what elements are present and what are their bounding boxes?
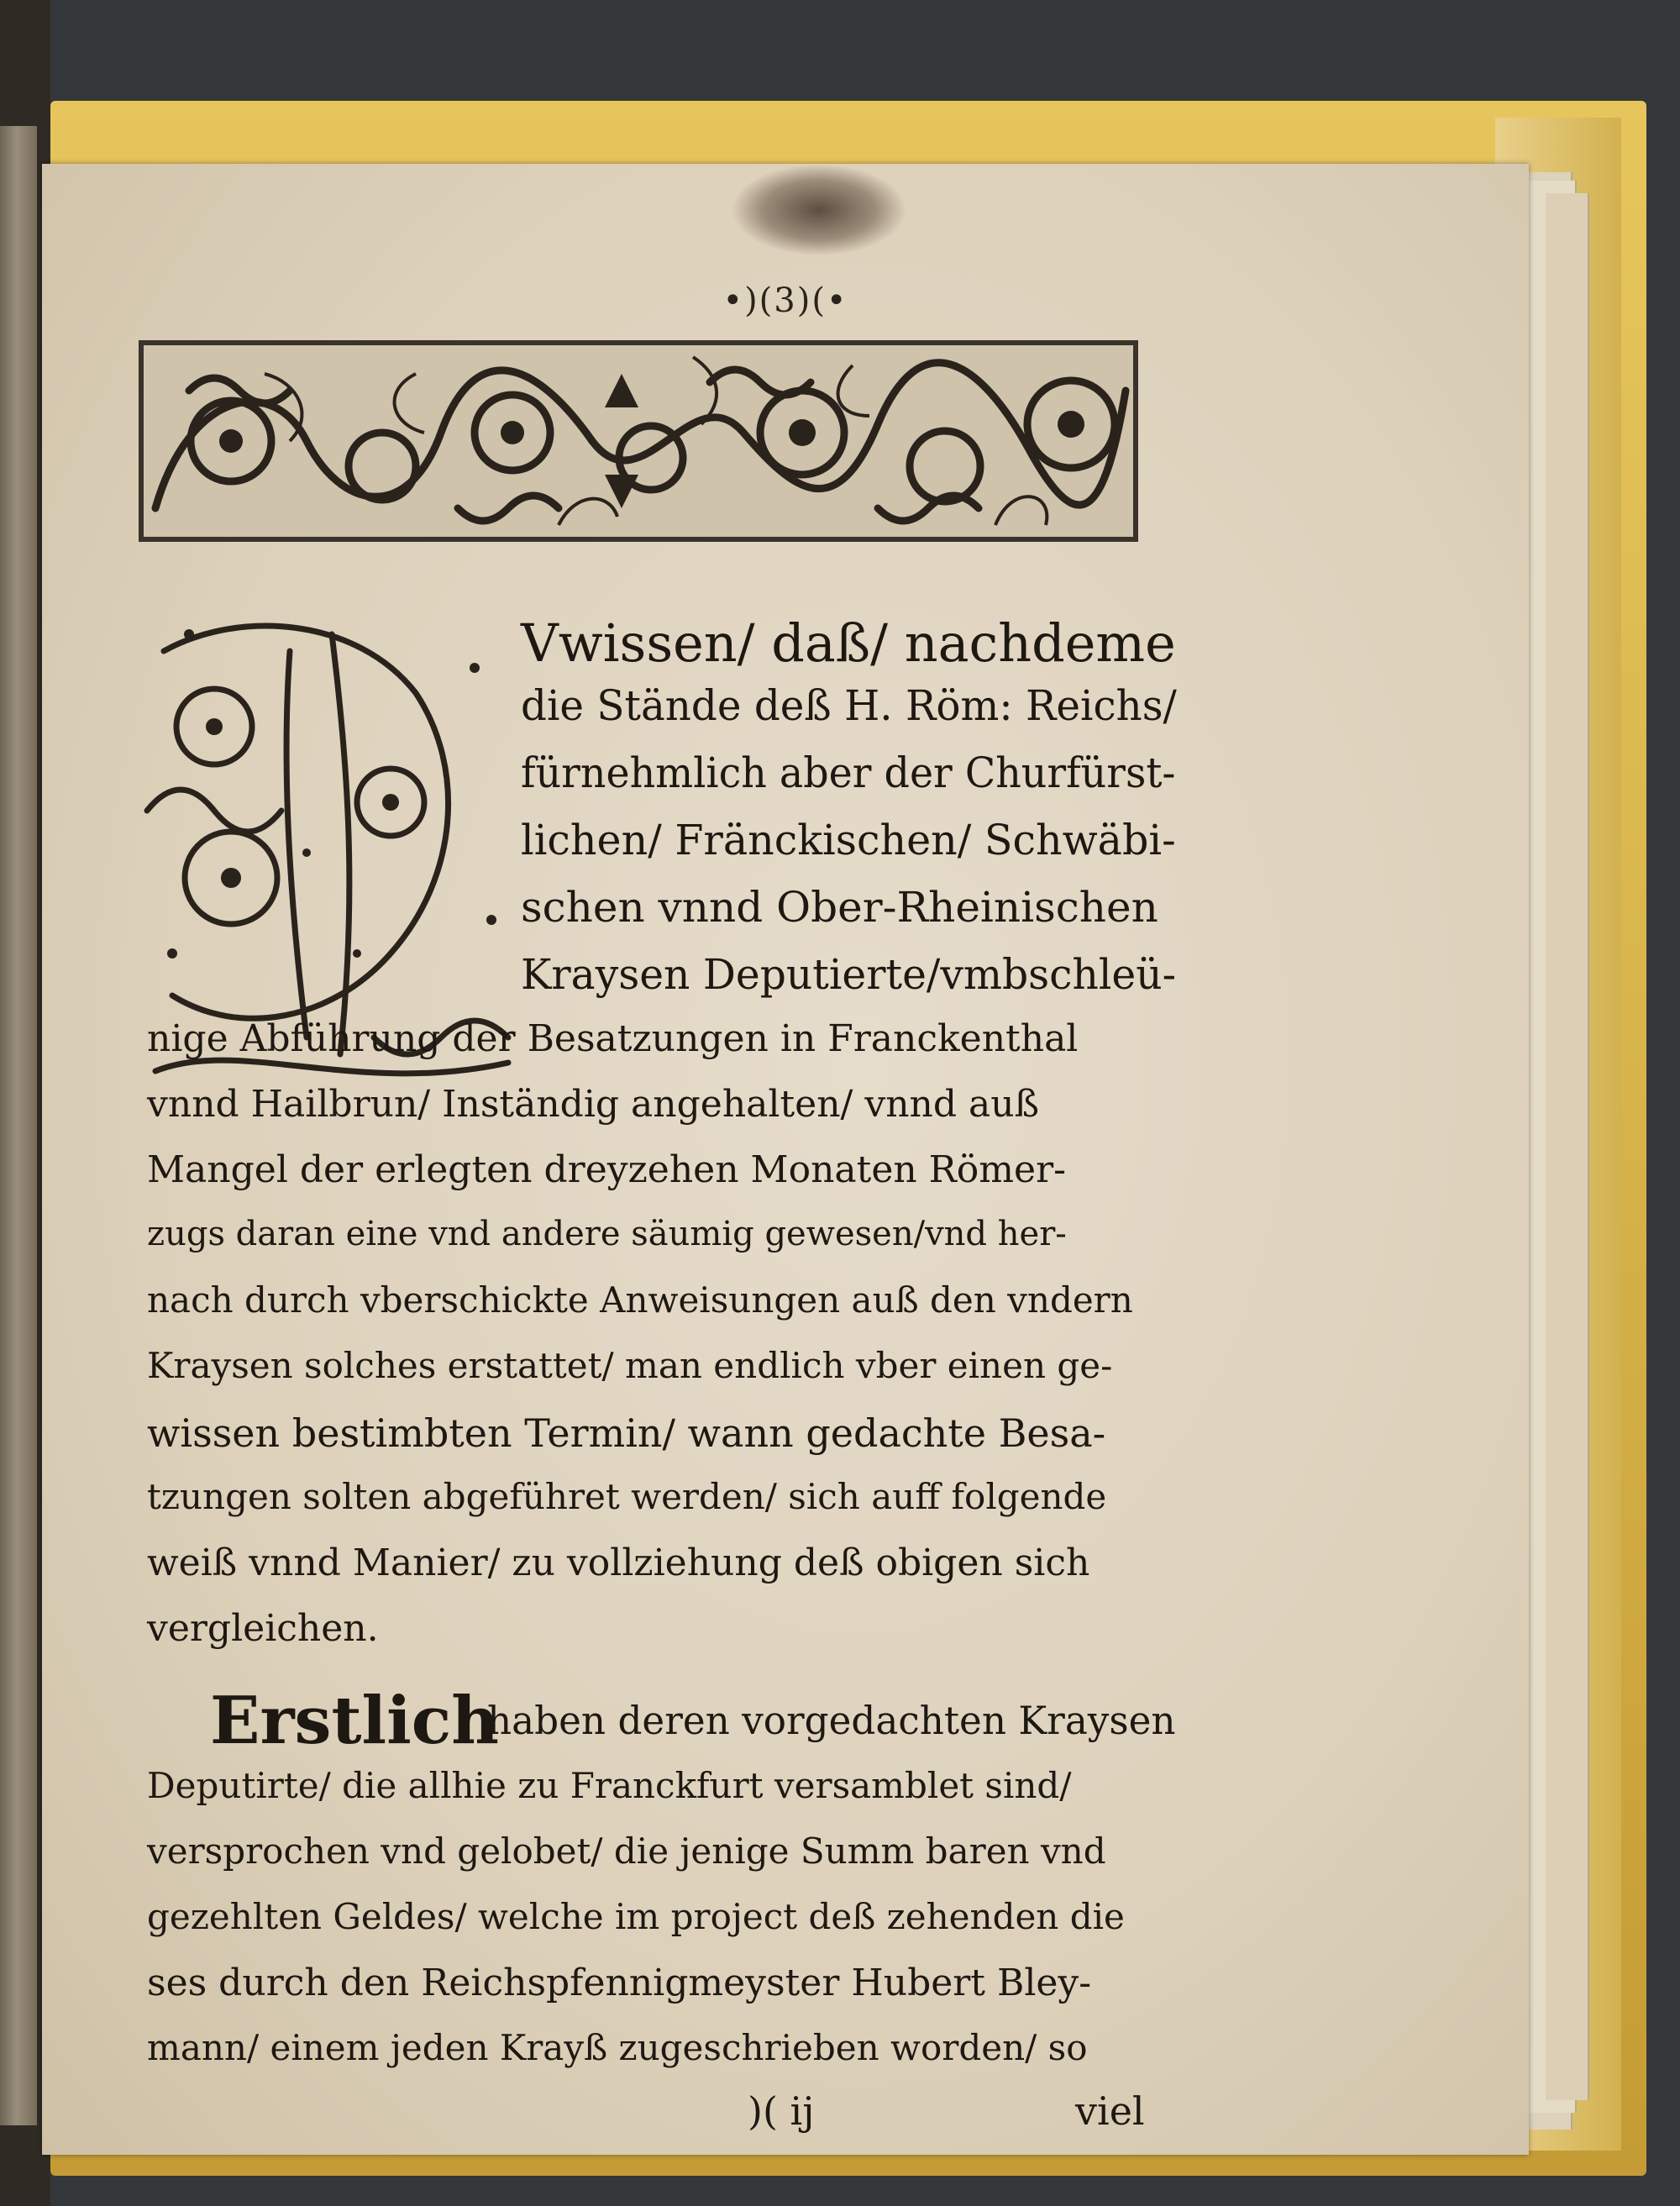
text-line: Kraysen Deputierte/vmbschleü-: [521, 950, 1177, 999]
catchword: viel: [1075, 2088, 1145, 2134]
ink-stain: [731, 164, 907, 256]
text-line: wissen bestimbten Termin/ wann gedachte Besa-: [147, 1410, 1106, 1456]
text-line: vnnd Hailbrun/ Inständig angehalten/ vnnd auß: [147, 1083, 1039, 1126]
text-line: mann/ einem jeden Krayß zugeschrieben worden/ so: [147, 2027, 1088, 2068]
text-line: zugs daran eine vnd andere säumig gewesen/vnd her-: [147, 1215, 1067, 1253]
text-line: Vwissen/ daß/ nachdeme: [521, 612, 1176, 674]
text-line: gezehlten Geldes/ welche im project deß zehenden die: [147, 1896, 1125, 1937]
section-initial-word: Erstlich: [210, 1683, 499, 1759]
text-line: schen vnnd Ober-Rheinischen: [521, 883, 1158, 932]
text-line: fürnehmlich aber der Churfürst-: [521, 748, 1176, 797]
text-line: ses durch den Reichspfennigmeyster Hubert Bley-: [147, 1962, 1092, 2004]
text-line: lichen/ Fränckischen/ Schwäbi-: [521, 816, 1176, 864]
text-line: tzungen solten abgeführet werden/ sich auff folgende: [147, 1476, 1107, 1517]
facing-page-edge: [0, 126, 37, 2125]
ornament-band-icon: [139, 340, 1138, 542]
text-line: weiß vnnd Manier/ zu vollziehung deß obigen sich: [147, 1542, 1090, 1584]
text-line: nach durch vberschickte Anweisungen auß den vndern: [147, 1279, 1133, 1321]
signature-mark: )( ij: [748, 2088, 815, 2134]
text-line: versprochen vnd gelobet/ die jenige Summ baren vnd: [147, 1830, 1106, 1872]
text-line: haben deren vorgedachten Kraysen: [487, 1698, 1176, 1743]
page-number: •)(3)(•: [722, 281, 848, 320]
text-line: Kraysen solches erstattet/ man endlich vber einen ge-: [147, 1345, 1113, 1386]
text-line: die Stände deß H. Röm: Reichs/: [521, 681, 1177, 730]
text-line: nige Abführung der Besatzungen in Franckenthal: [147, 1017, 1079, 1060]
page-edge: [1546, 193, 1589, 2100]
document-page: [42, 164, 1529, 2155]
text-line: Mangel der erlegten dreyzehen Monaten Römer-: [147, 1148, 1066, 1191]
text-line: Deputirte/ die allhie zu Franckfurt versamblet sind/: [147, 1765, 1072, 1806]
text-line: vergleichen.: [147, 1607, 379, 1650]
